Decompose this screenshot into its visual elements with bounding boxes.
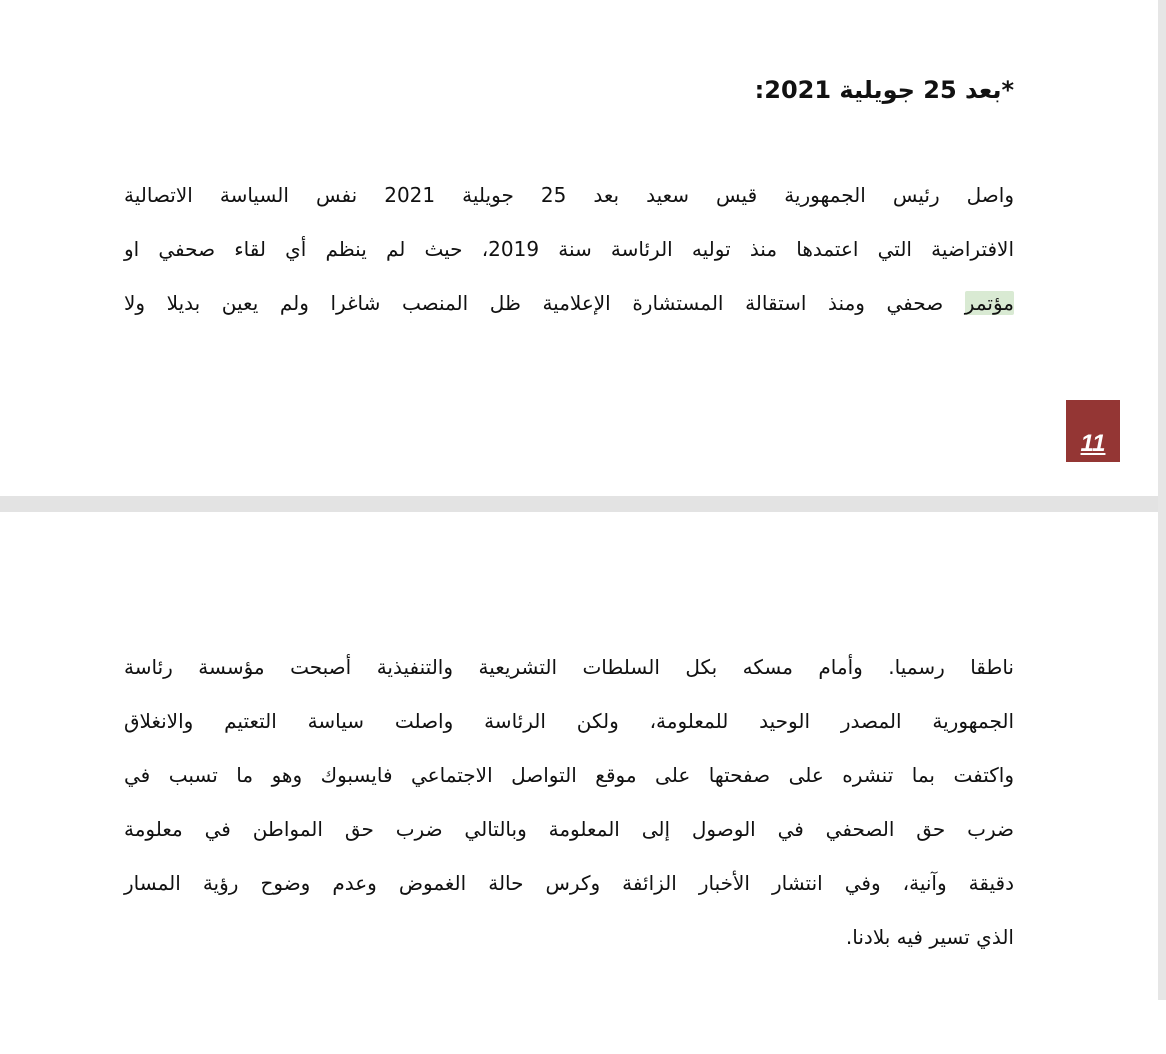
paragraph-line: ناطقا رسميا. وأمام مسكه بكل السلطات التشريعية والتنفيذية أصبحت مؤسسة رئاسة <box>124 655 1014 679</box>
paragraph-line: واكتفت بما تنشره على صفحتها على موقع التواصل الاجتماعي فايسبوك وهو ما تسبب في <box>124 763 1014 787</box>
page-number-badge <box>1066 400 1120 462</box>
page-number: 11 <box>1080 430 1106 457</box>
viewer-background <box>0 1002 1166 1054</box>
paragraph-line <box>124 276 1014 330</box>
paragraph-line: الذي تسير فيه بلادنا. <box>845 925 1014 949</box>
paragraph-line: دقيقة وآنية، وفي انتشار الأخبار الزائفة وكرس حالة الغموض وعدم وضوح رؤية المسار <box>124 871 1014 895</box>
vertical-scrollbar[interactable] <box>1158 0 1166 1000</box>
section-heading: *بعد 25 جويلية 2021: <box>754 76 1014 104</box>
paragraph-line: الافتراضية التي اعتمدها منذ توليه الرئاسة سنة 2019، حيث لم ينظم أي لقاء صحفي او <box>124 237 1015 261</box>
document-page-bottom <box>0 512 1158 1002</box>
paragraph-bottom <box>124 640 1014 964</box>
paragraph-line: ضرب حق الصحفي في الوصول إلى المعلومة وبالتالي ضرب حق المواطن في معلومة <box>124 817 1014 841</box>
paragraph-line: واصل رئيس الجمهورية قيس سعيد بعد 25 جويلية 2021 نفس السياسة الاتصالية <box>124 183 1014 207</box>
paragraph-line-rest: صحفي ومنذ استقالة المستشارة الإعلامية ظل المنصب شاغرا ولم يعين بديلا ولا <box>124 291 965 315</box>
paragraph-top <box>124 168 1014 330</box>
document-page-top <box>0 0 1158 496</box>
highlighted-word: مؤتمر <box>964 291 1014 315</box>
page-separator <box>0 496 1166 512</box>
paragraph-line: الجمهورية المصدر الوحيد للمعلومة، ولكن الرئاسة واصلت سياسة التعتيم والانغلاق <box>124 709 1014 733</box>
